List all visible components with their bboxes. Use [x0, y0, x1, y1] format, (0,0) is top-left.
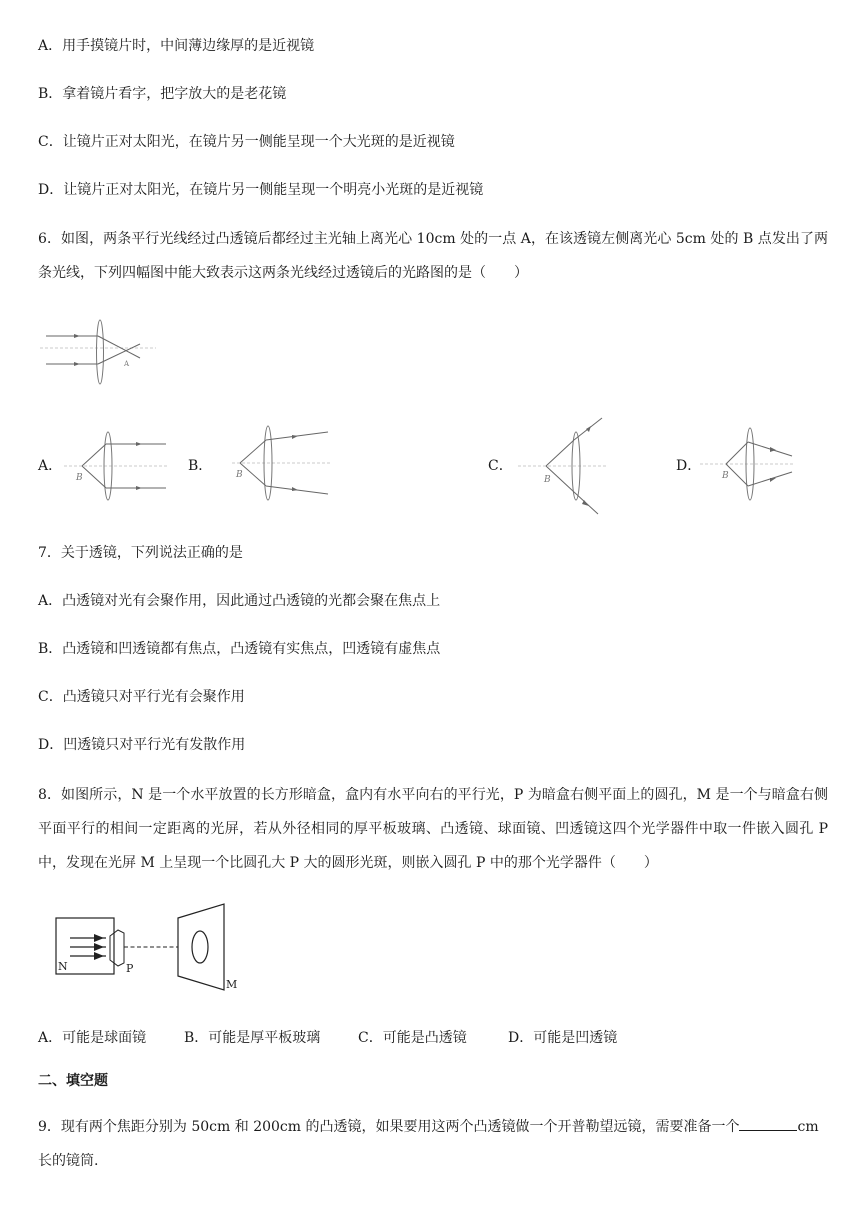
q6-a-point-b-label: B [76, 473, 83, 483]
q7-option-a: A．凸透镜对光有会聚作用，因此通过凸透镜的光都会聚在焦点上 [38, 593, 441, 609]
q6-option-c-label: C． [488, 458, 513, 474]
q8-option-d: D．可能是凹透镜 [508, 1030, 618, 1046]
q6-option-c-figure [518, 416, 610, 516]
q6-d-point-b-label: B [722, 471, 729, 481]
q6-reference-figure [40, 318, 156, 390]
q5-option-a: A．用手摸镜片时，中间薄边缘厚的是近视镜 [38, 38, 315, 54]
q5-option-b: B．拿着镜片看字，把字放大的是老花镜 [38, 86, 287, 102]
q8-option-c: C．可能是凸透镜 [358, 1030, 467, 1046]
q8-option-b: B．可能是厚平板玻璃 [184, 1030, 321, 1046]
q5-option-d: D．让镜片正对太阳光，在镜片另一侧能呈现一个明亮小光斑的是近视镜 [38, 182, 484, 198]
q7-option-b: B．凸透镜和凹透镜都有焦点，凸透镜有实焦点，凹透镜有虚焦点 [38, 641, 441, 657]
section-title: 二、填空题 [38, 1073, 108, 1089]
q6-c-point-b-label: B [544, 475, 551, 485]
q7-option-d: D．凹透镜只对平行光有发散作用 [38, 737, 246, 753]
q7-stem: 7．关于透镜，下列说法正确的是 [38, 545, 243, 561]
q8-option-a: A．可能是球面镜 [38, 1030, 147, 1046]
q8-box-label: N [58, 960, 68, 973]
q8-figure [54, 900, 246, 1000]
q7-option-c: C．凸透镜只对平行光有会聚作用 [38, 689, 245, 705]
q9-stem-before: 9．现有两个焦距分别为 50cm 和 200cm 的凸透镜，如果要用这两个凸透镜做一个开普勒望远镜，需要准备一个 [38, 1119, 740, 1135]
q6-option-d-figure [700, 426, 796, 502]
q6-option-b-figure [232, 424, 332, 502]
q6-stem: 6．如图，两条平行光线经过凸透镜后都经过主光轴上离光心 10cm 处的一点 A，在该透镜左侧离光心 5cm 处的 B 点发出了两条光线，下列四幅图中能大致表示这两条光线经过透镜后的光路图的是（ ） [38, 231, 828, 281]
q9-stem [38, 1110, 828, 1178]
q6-option-d-label: D． [676, 458, 702, 474]
q6-option-a-figure [64, 430, 170, 502]
q6-point-a-label: A [124, 360, 130, 368]
q6-option-b-label: B． [188, 458, 213, 474]
q9-answer-blank[interactable] [739, 1116, 797, 1131]
q6-b-point-b-label: B [236, 470, 243, 480]
q8-hole-label: P [126, 962, 134, 975]
q5-option-c: C．让镜片正对太阳光，在镜片另一侧能呈现一个大光斑的是近视镜 [38, 134, 455, 150]
q8-options [38, 1027, 828, 1047]
q9-stem-after: 长的镜筒. [38, 1153, 99, 1169]
q8-stem: 8．如图所示，N 是一个水平放置的长方形暗盒，盒内有水平向右的平行光，P 为暗盒右侧平面上的圆孔，M 是一个与暗盒右侧平面平行的相间一定距离的光屏，若从外径相同的厚平板玻璃、凸透镜、球面镜、凹透镜这四个光学器件中取一件嵌入圆孔 P 中，发现在光屏 M 上呈现一个比圆孔大 P 大的圆形光斑，则嵌入圆孔 P 中的那个光学器件（ ） [38, 787, 828, 871]
q9-stem-unit: cm [797, 1119, 819, 1135]
q8-screen-label: M [226, 978, 238, 991]
q6-option-a-label: A． [38, 458, 63, 474]
